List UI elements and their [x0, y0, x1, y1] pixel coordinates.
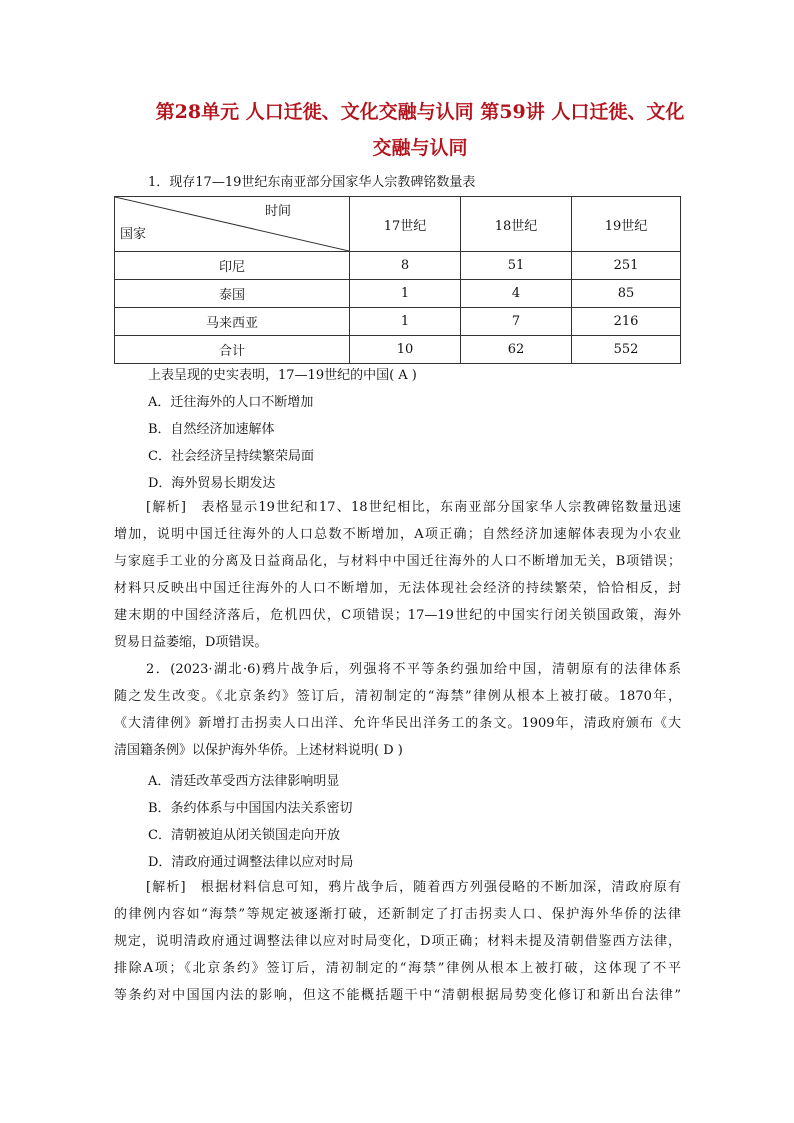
analysis-line: 增加，说明中国迁往海外的人口总数不断增加，A项正确；自然经济加速解体表现为小农业 [114, 527, 681, 542]
table-cell: 8 [350, 252, 461, 280]
table-row [115, 336, 681, 364]
stem-line: 2．(2023·湖北·6)鸦片战争后，列强将不平等条约强加给中国，清朝原有的法律体系 [146, 662, 681, 677]
q1-stem: 1．现存17—19世纪东南亚部分国家华人宗教碑铭数量表 [148, 175, 476, 190]
page-title-line1: 第28单元 人口迁徙、文化交融与认同 第59讲 人口迁徙、文化 [155, 101, 685, 123]
table-row [115, 280, 681, 308]
header-time: 时间 [264, 204, 291, 219]
stem-line: 《大清律例》新增打击拐卖人口出洋、允许华民出洋务工的条文。1909年，清政府颁布《大 [114, 716, 681, 731]
table-cell: 216 [572, 308, 681, 336]
q1-option-d: D．海外贸易长期发达 [148, 476, 276, 491]
q1-analysis [114, 494, 681, 656]
table-cell: 85 [572, 280, 681, 308]
q2-option-b: B．条约体系与中国国内法关系密切 [148, 801, 353, 816]
q2-option-a: A．清廷改革受西方法律影响明显 [148, 774, 340, 789]
q1-option-c: C．社会经济呈持续繁荣局面 [148, 449, 314, 464]
row-country: 合计 [115, 336, 350, 364]
column-header: 19世纪 [572, 197, 681, 252]
analysis-line: 等条约对中国国内法的影响，但这不能概括题干中“清朝根据局势变化修订和新出台法律” [114, 988, 681, 1003]
header-country: 国家 [120, 227, 147, 242]
analysis-line: 的律例内容如“海禁”等规定被逐渐打破，还新制定了打击拐卖人口、保护海外华侨的法律 [114, 907, 681, 922]
table-cell: 7 [461, 308, 572, 336]
table-cell: 1 [350, 308, 461, 336]
q2-option-c: C．清朝被迫从闭关锁国走向开放 [148, 828, 340, 843]
table-cell: 251 [572, 252, 681, 280]
table-row [115, 308, 681, 336]
row-country: 泰国 [115, 280, 350, 308]
stem-line: 随之发生改变。《北京条约》签订后，清初制定的“海禁”律例从根本上被打破。1870年， [114, 689, 681, 704]
table-cell: 62 [461, 336, 572, 364]
q2-option-d: D．清政府通过调整法律以应对时局 [148, 855, 354, 870]
stem-line: 清国籍条例》以保护海外华侨。上述材料说明( D ) [114, 743, 403, 758]
table-cell: 10 [350, 336, 461, 364]
analysis-line: 与家庭手工业的分离及日益商品化，与材料中中国迁往海外的人口不断增加无关，B项错误； [114, 554, 681, 569]
q1-option-a: A．迁往海外的人口不断增加 [148, 395, 314, 410]
analysis-line: 材料只反映出中国迁往海外的人口不断增加，无法体现社会经济的持续繁荣，恰恰相反，封 [114, 581, 681, 596]
table-header-row [115, 197, 681, 252]
table-cell: 552 [572, 336, 681, 364]
diagonal-line [115, 197, 349, 251]
analysis-line: 贸易日益萎缩，D项错误。 [114, 635, 268, 650]
q2-stem [114, 656, 681, 764]
inscription-table [114, 196, 681, 364]
analysis-line: 建末期的中国经济落后，危机四伏，C项错误；17—19世纪的中国实行闭关锁国政策，海外 [114, 608, 681, 623]
table-cell: 51 [461, 252, 572, 280]
table-row [115, 252, 681, 280]
analysis-line: 排除A项；《北京条约》签订后，清初制定的“海禁”律例从根本上被打破，这体现了不平 [114, 961, 681, 976]
q1-option-b: B．自然经济加速解体 [148, 422, 275, 437]
table-corner-header [115, 197, 350, 252]
row-country: 印尼 [115, 252, 350, 280]
q1-question: 上表呈现的史实表明，17—19世纪的中国( A ) [148, 368, 417, 383]
table-cell: 4 [461, 280, 572, 308]
analysis-line: [解析] 表格显示19世纪和17、18世纪相比，东南亚部分国家华人宗教碑铭数量迅速 [146, 500, 681, 515]
table-cell: 1 [350, 280, 461, 308]
column-header: 18世纪 [461, 197, 572, 252]
analysis-line: 规定，说明清政府通过调整法律以应对时局变化，D项正确；材料未提及清朝借鉴西方法律， [114, 934, 681, 949]
page-title-line2: 交融与认同 [372, 137, 468, 159]
column-header: 17世纪 [350, 197, 461, 252]
row-country: 马来西亚 [115, 308, 350, 336]
analysis-line: [解析] 根据材料信息可知，鸦片战争后，随着西方列强侵略的不断加深，清政府原有 [146, 880, 681, 895]
q2-analysis [114, 874, 681, 1009]
